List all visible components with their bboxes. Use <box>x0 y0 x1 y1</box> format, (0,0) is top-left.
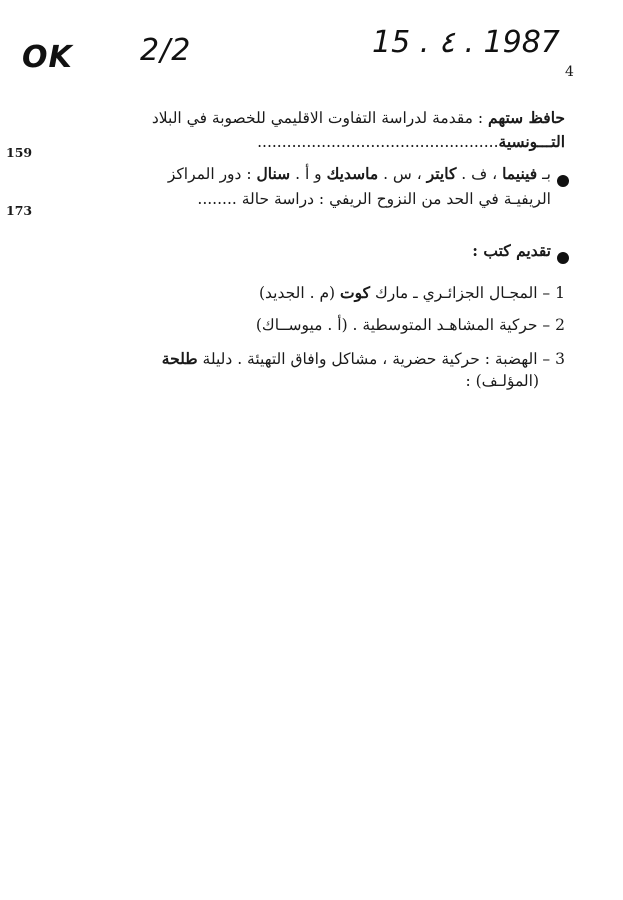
book-1-number: 1 <box>555 284 565 302</box>
section-bullet <box>557 252 569 264</box>
book-1-author: كوت <box>340 283 371 302</box>
book-2-text: – حركية المشاهـد المتوسطية . (أ . ميوســاك) <box>255 316 551 334</box>
book-3-author: طلحة <box>161 349 198 368</box>
article-1-line-2 <box>257 132 565 151</box>
section-heading: تقديم كتب : <box>472 241 551 260</box>
handwritten-date: 15 . ٤ . 1987 <box>372 25 560 60</box>
article-2-sep-1: ، ف . <box>456 165 503 183</box>
article-2-line-1 <box>168 164 551 183</box>
article-1-line-1 <box>152 108 565 127</box>
article-2-author-2: كايتر <box>426 164 457 183</box>
article-2-page-ref: 173 <box>6 203 33 218</box>
book-3-line-1 <box>162 349 565 368</box>
article-2-sep-2: ، س . <box>378 165 427 183</box>
book-3-number: 3 <box>555 350 565 368</box>
article-2-bullet <box>557 175 569 187</box>
article-1-author: حافظ ستهم <box>488 108 565 127</box>
book-1-text: – المجـال الجزائـري ـ مارك <box>370 284 551 302</box>
handwritten-ok-mark: OK <box>22 40 73 75</box>
article-2-sep-3: و أ . <box>290 165 327 183</box>
article-1-title-continuation: التـــونسية <box>498 132 565 151</box>
article-2-title: : دور المراكز <box>167 165 257 183</box>
book-3-text: – الهضبة : حركية حضرية ، مشاكل وافاق التهيئة . دليلة <box>197 350 551 368</box>
handwritten-page-fraction: 2/2 <box>140 33 192 68</box>
article-1-page-ref: 159 <box>6 145 33 160</box>
article-1-title: : مقدمة لدراسة التفاوت الاقليمي للخصوبة في البلاد <box>151 109 489 127</box>
book-2-number: 2 <box>555 316 565 334</box>
article-1-leader-dots: ................................................. <box>257 133 499 151</box>
book-1-publisher: (م . الجديد) <box>259 284 341 302</box>
book-1 <box>259 283 565 302</box>
article-2-author-3: ماسديك <box>326 164 379 183</box>
page-number: 4 <box>565 64 574 80</box>
article-2-line-2: الريفيـة في الحد من النزوح الريفي : دراسة حالة ........ <box>197 190 551 208</box>
book-3-line-2: (المؤلـف) : <box>465 372 539 390</box>
book-2 <box>256 316 565 334</box>
article-2-author-1: فينيما <box>502 164 538 183</box>
article-2-author-4: سنال <box>256 164 291 183</box>
article-2-prefix: بـ <box>537 165 551 183</box>
